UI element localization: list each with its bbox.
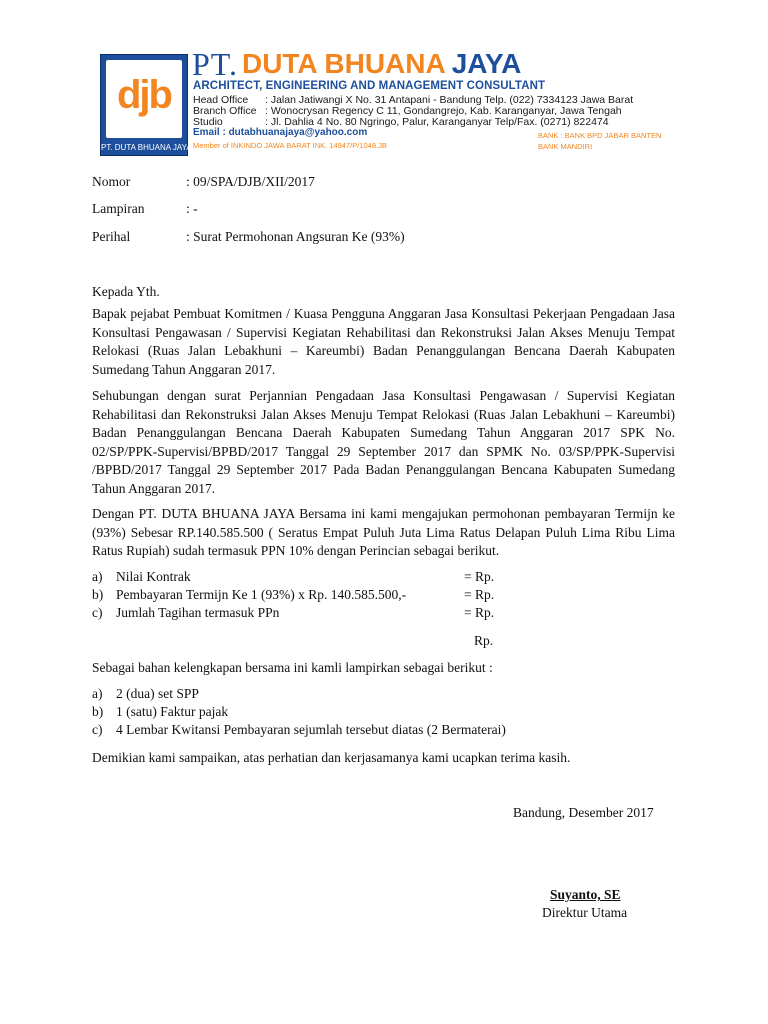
company-name — [192, 48, 521, 80]
meta-value-lampiran: : - — [186, 201, 198, 216]
membership-note: Member of INKINDO JAWA BARAT INK. 14947/P/1048.JB — [193, 141, 387, 150]
company-name-main: DUTA BHUANA — [241, 48, 446, 79]
address-value: : Jalan Jatiwangi X No. 31 Antapani - Bandung Telp. (022) 7334123 Jawa Barat — [265, 94, 634, 106]
payment-total: Rp. — [474, 633, 494, 648]
company-email: Email : dutabhuanajaya@yahoo.com — [193, 127, 368, 138]
bank-info-1: BANK : BANK BPD JABAR BANTEN — [538, 131, 662, 140]
company-name-prefix: PT. — [192, 46, 238, 82]
meta-value-perihal: : Surat Permohonan Angsuran Ke (93%) — [186, 229, 405, 244]
address-label: Branch Office — [193, 105, 257, 117]
logo-caption: PT. DUTA BHUANA JAYA — [101, 143, 192, 152]
company-name-suffix: JAYA — [451, 48, 522, 79]
company-logo — [100, 54, 192, 156]
address-value: : Wonocrysan Regency C 11, Gondangrejo, Kab. Karanganyar, Jawa Tengah — [265, 105, 622, 117]
meta-value-nomor: : 09/SPA/DJB/XII/2017 — [186, 174, 315, 189]
paragraph-reference: Sehubungan dengan surat Perjannian Pengadaan Jasa Konsultasi Pengawasan / Supervisi Kegiatan Rehabilitasi dan Rekonstruksi Jalan Akses Menuju Tempat Relokasi (Ruas Jalan Lebakhuni – Kareumbi) Badan Penanggulangan Bencana Daerah Kabupaten Sumedang Tahun Anggaran 2017 SPK No. 02/SP/PPK-Supervisi/BPBD/2017 Tanggal 29 September 2017 dan SPMK No. 03/SP/PPK-Supervisi /BPBD/2017 Tanggal 29 September 2017 Pada Badan Penanggulangan Bencana Kabupaten Sumedang Tahun Anggaran 2017. — [92, 388, 675, 496]
letterhead — [96, 46, 672, 158]
address-label: Studio — [193, 116, 223, 128]
address-label: Head Office — [193, 94, 249, 106]
bank-info-2: BANK MANDIRI — [538, 142, 593, 151]
logo-mark: djb — [117, 73, 171, 117]
address-value: : Jl. Dahlia 4 No. 80 Ngringo, Palur, Karanganyar Telp/Fax. (0271) 822474 — [265, 116, 609, 128]
meta-key-lampiran: Lampiran — [92, 201, 145, 216]
meta-key-nomor: Nomor — [92, 174, 131, 189]
paragraph-addressee: Bapak pejabat Pembuat Komitmen / Kuasa Pengguna Anggaran Jasa Konsultasi Pekerjaan Pengadaan Jasa Konsultasi Pengawasan / Supervisi Kegiatan Rehabilitasi dan Rekonstruksi Jalan Akses Menuju Tempat Relokasi (Ruas Jalan Lebakhuni – Kareumbi) Badan Penanggulangan Bencana Daerah Kabupaten Sumedang Tahun Anggaran 2017. — [92, 306, 675, 377]
paragraph-request: Dengan PT. DUTA BHUANA JAYA Bersama ini kami mengajukan permohonan pembayaran Termijn ke (93%) Sebesar RP.140.585.500 ( Seratus Empat Puluh Juta Lima Ratus Delapan Puluh Lima Ribu Lima Ratus Rupiah) sudah termasuk PPN 10% dengan Perincian sebagai berikut. — [92, 506, 675, 559]
place-date: Bandung, Desember 2017 — [513, 805, 654, 820]
recipient-line: Kepada Yth. — [92, 284, 160, 299]
signer-title: Direktur Utama — [542, 905, 628, 920]
closing-line: Demikian kami sampaikan, atas perhatian dan kerjasamanya kami ucapkan terima kasih. — [92, 750, 571, 765]
attachments-intro: Sebagai bahan kelengkapan bersama ini kamli lampirkan sebagai berikut : — [92, 660, 493, 675]
company-tagline: ARCHITECT, ENGINEERING AND MANAGEMENT CONSULTANT — [193, 80, 546, 92]
signer-name: Suyanto, SE — [550, 887, 621, 902]
meta-key-perihal: Perihal — [92, 229, 131, 244]
